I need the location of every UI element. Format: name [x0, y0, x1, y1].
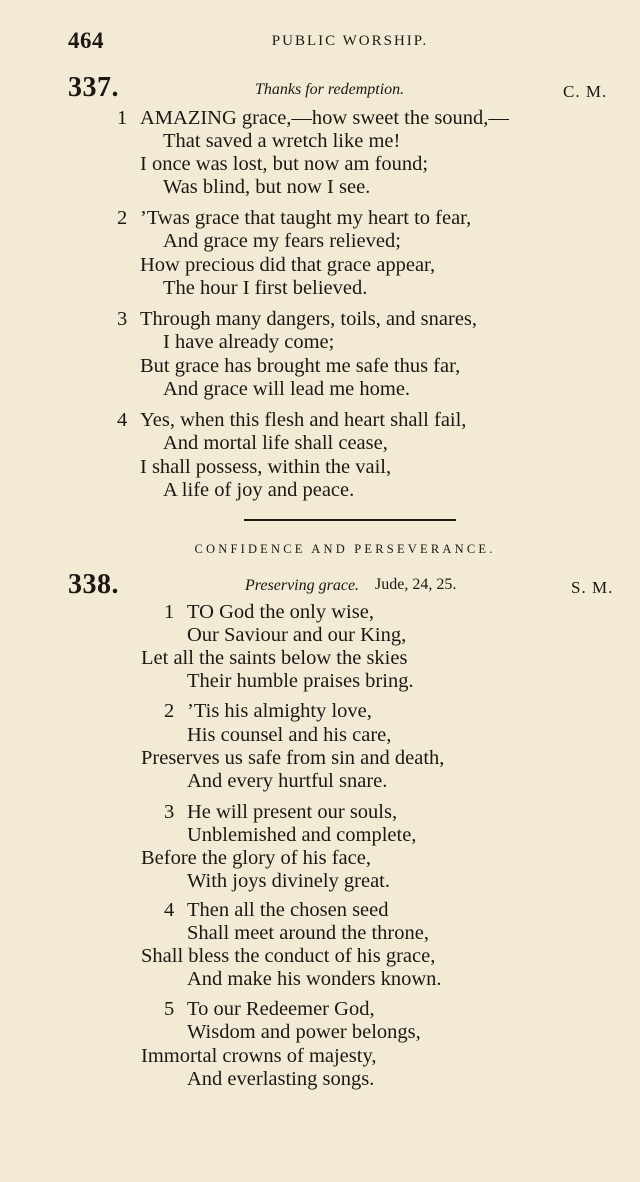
hymn-337-line: How precious did that grace appear,: [140, 254, 436, 276]
hymn-337-line: A life of joy and peace.: [163, 479, 355, 501]
hymn-338-line: Our Saviour and our King,: [187, 624, 407, 646]
hymn-338-stanza-1-number: 1: [164, 601, 175, 623]
hymn-338-line: With joys divinely great.: [187, 870, 390, 892]
hymn-338-line: And everlasting songs.: [187, 1068, 375, 1090]
hymn-338-subject: Preserving grace.: [245, 577, 360, 594]
hymn-337-line: And mortal life shall cease,: [163, 432, 388, 454]
hymn-338-stanza-5-number: 5: [164, 998, 175, 1020]
hymn-337-meter: C. M.: [563, 82, 608, 101]
hymn-338-line: And make his wonders known.: [187, 968, 442, 990]
hymn-338-meter: S. M.: [571, 578, 614, 597]
hymn-337-line: I have already come;: [163, 331, 335, 353]
hymn-338-stanza-3-number: 3: [164, 801, 175, 823]
hymn-338-line: To our Redeemer God,: [187, 998, 375, 1020]
hymn-338-line: Shall meet around the throne,: [187, 922, 429, 944]
hymn-338-stanza-2-number: 2: [164, 700, 175, 722]
hymn-337-stanza-2-number: 2: [117, 207, 128, 229]
hymn-337-line: But grace has brought me safe thus far,: [140, 355, 461, 377]
hymn-337-number: 337.: [68, 72, 119, 103]
hymn-337-line: That saved a wretch like me!: [163, 130, 401, 152]
hymn-338-reference: Jude, 24, 25.: [375, 576, 457, 593]
hymn-338-line: Their humble praises bring.: [187, 670, 414, 692]
hymn-338-line: His counsel and his care,: [187, 724, 392, 746]
hymn-337-stanza-3-number: 3: [117, 308, 128, 330]
hymn-338-line: Then all the chosen seed: [187, 899, 389, 921]
hymn-338-line: Immortal crowns of majesty,: [141, 1045, 377, 1067]
hymn-337-stanza-1-number: 1: [117, 107, 128, 129]
section-heading: CONFIDENCE AND PERSEVERANCE.: [194, 542, 496, 556]
hymn-338-line: Shall bless the conduct of his grace,: [141, 945, 436, 967]
page-number: 464: [68, 28, 104, 53]
hymn-338-line: ’Tis his almighty love,: [187, 700, 372, 722]
hymn-338-line: Let all the saints below the skies: [141, 647, 408, 669]
hymn-338-number: 338.: [68, 569, 119, 600]
hymn-338-line: Preserves us safe from sin and death,: [141, 747, 445, 769]
hymn-338-line: And every hurtful snare.: [187, 770, 388, 792]
hymn-338-line: Unblemished and complete,: [187, 824, 417, 846]
hymn-337-line: ’Twas grace that taught my heart to fear,: [140, 207, 472, 229]
hymn-338-line: Wisdom and power belongs,: [187, 1021, 421, 1043]
hymn-337-subject: Thanks for redemption.: [255, 81, 405, 98]
hymn-338-line: TO God the only wise,: [187, 601, 374, 623]
hymn-337-line: AMAZING grace,—how sweet the sound,—: [140, 107, 509, 129]
running-head: PUBLIC WORSHIP.: [271, 33, 429, 49]
hymn-337-line: I shall possess, within the vail,: [140, 456, 392, 478]
hymn-337-line: I once was lost, but now am found;: [140, 153, 429, 175]
hymn-337-line: Was blind, but now I see.: [163, 176, 371, 198]
hymn-337-line: Yes, when this flesh and heart shall fail,: [140, 409, 467, 431]
hymn-337-line: And grace my fears relieved;: [163, 230, 401, 252]
hymn-338-line: He will present our souls,: [187, 801, 398, 823]
hymn-338-line: Before the glory of his face,: [141, 847, 371, 869]
hymn-337-line: And grace will lead me home.: [163, 378, 411, 400]
hymn-337-line: Through many dangers, toils, and snares,: [140, 308, 478, 330]
section-divider: [244, 519, 456, 521]
hymn-338-stanza-4-number: 4: [164, 899, 175, 921]
hymn-337-stanza-4-number: 4: [117, 409, 128, 431]
hymn-337-line: The hour I first believed.: [163, 277, 368, 299]
